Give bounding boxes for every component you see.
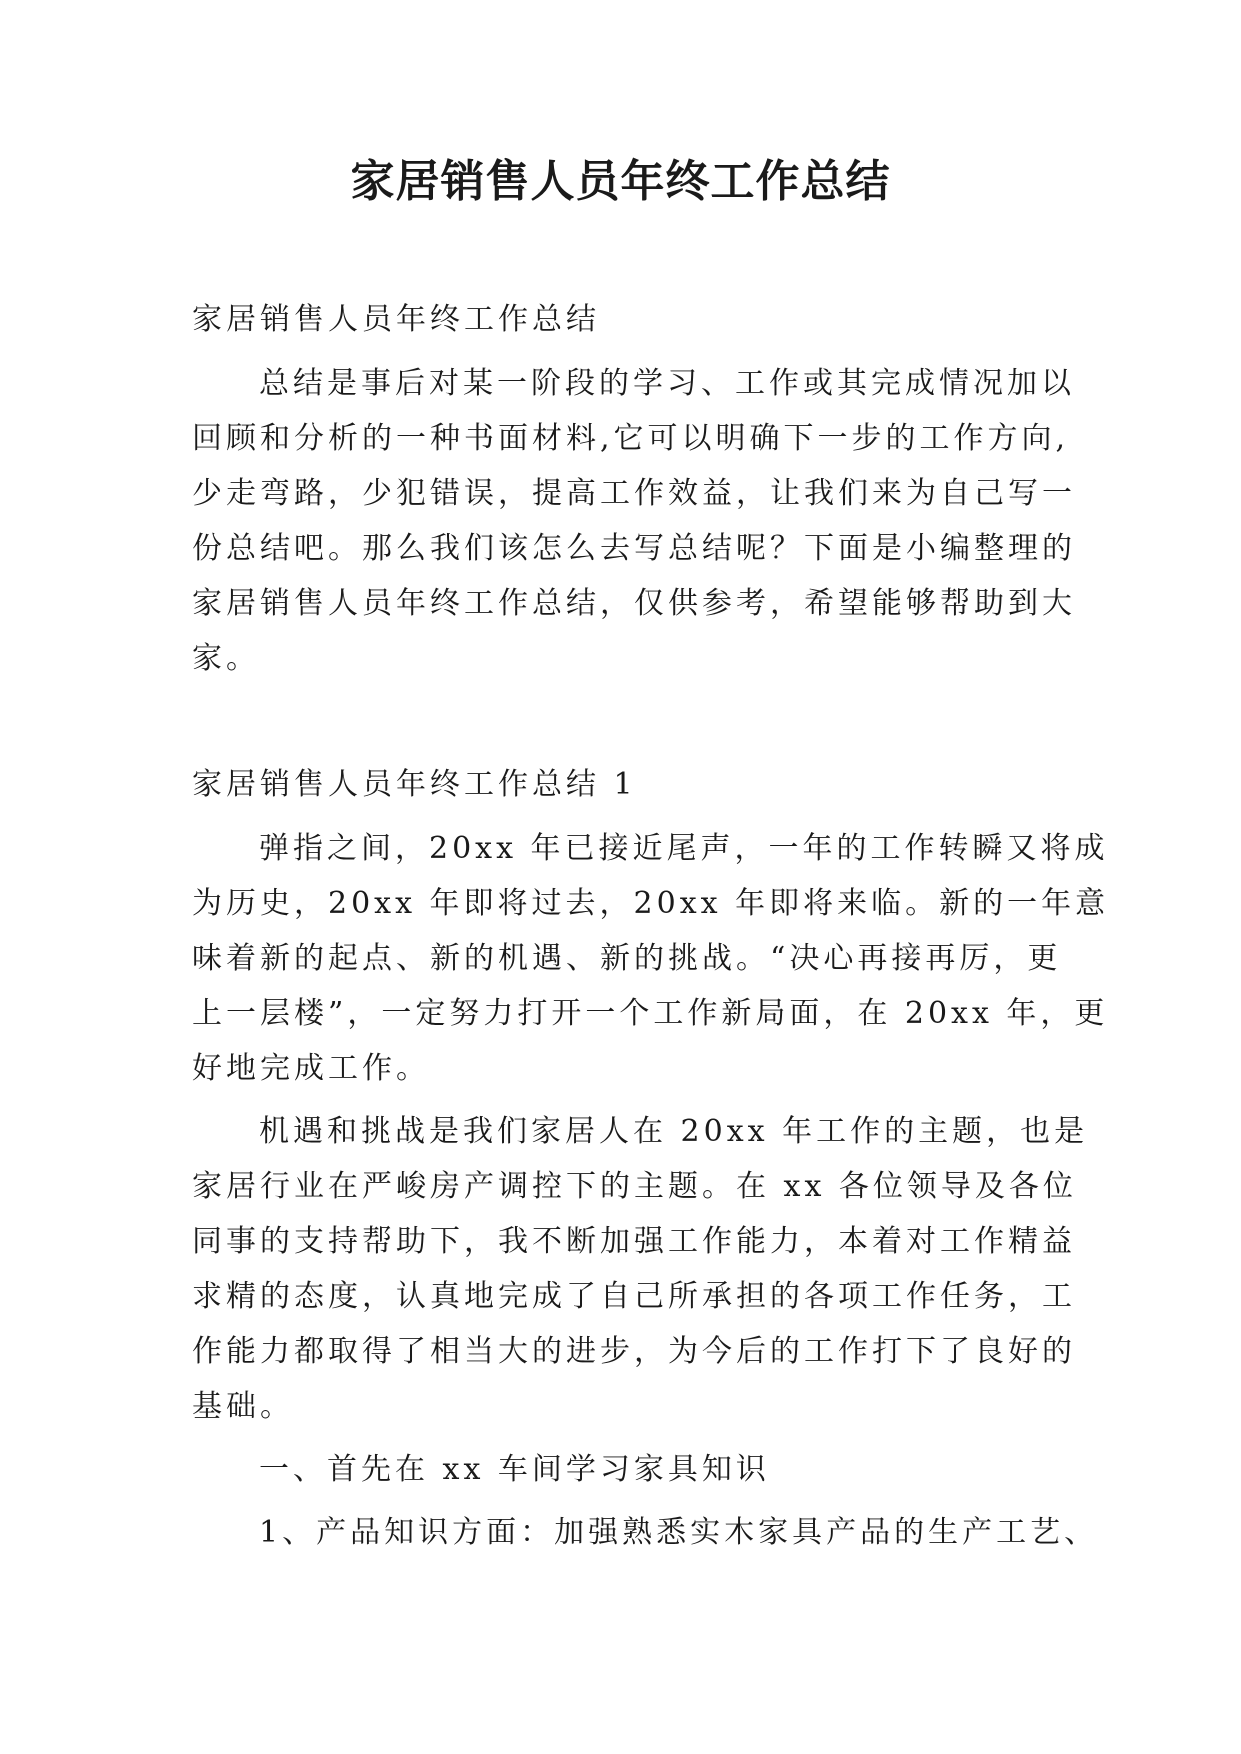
paragraph-line: 求精的态度，认真地完成了自己所承担的各项工作任务，工 [192,1279,1076,1314]
paragraph-line: 机遇和挑战是我们家居人在 20xx 年工作的主题，也是 [259,1114,1089,1149]
paragraph-line: 家居销售人员年终工作总结，仅供参考，希望能够帮助到大 [192,586,1076,621]
paragraph-line: 同事的支持帮助下，我不断加强工作能力，本着对工作精益 [192,1224,1076,1259]
paragraph-line: 少走弯路，少犯错误，提高工作效益，让我们来为自己写一 [192,476,1076,511]
section-heading-1: 家居销售人员年终工作总结 1 [192,767,637,802]
paragraph-line: 味着新的起点、新的机遇、新的挑战。“决心再接再厉，更 [192,941,1062,976]
paragraph-line: 弹指之间，20xx 年已接近尾声，一年的工作转瞬又将成 [259,831,1109,866]
list-item: 1、产品知识方面：加强熟悉实木家具产品的生产工艺、 [259,1515,1099,1550]
paragraph-line: 作能力都取得了相当大的进步，为今后的工作打下了良好的 [192,1334,1076,1369]
list-heading: 一、首先在 xx 车间学习家具知识 [259,1452,770,1487]
paragraph-line: 为历史，20xx 年即将过去，20xx 年即将来临。新的一年意 [192,886,1110,921]
paragraph-line: 家。 [192,641,260,676]
paragraph-line: 家居行业在严峻房产调控下的主题。在 xx 各位领导及各位 [192,1169,1077,1204]
section-heading-intro: 家居销售人员年终工作总结 [192,302,600,337]
paragraph-line: 回顾和分析的一种书面材料,它可以明确下一步的工作方向, [192,421,1070,456]
document-title: 家居销售人员年终工作总结 [350,156,891,207]
paragraph-line: 上一层楼”，一定努力打开一个工作新局面，在 20xx 年，更 [192,996,1109,1031]
paragraph-line: 基础。 [192,1389,294,1424]
paragraph-line: 好地完成工作。 [192,1051,430,1086]
paragraph-line: 总结是事后对某一阶段的学习、工作或其完成情况加以 [259,366,1075,401]
paragraph-line: 份总结吧。那么我们该怎么去写总结呢？下面是小编整理的 [192,531,1076,566]
